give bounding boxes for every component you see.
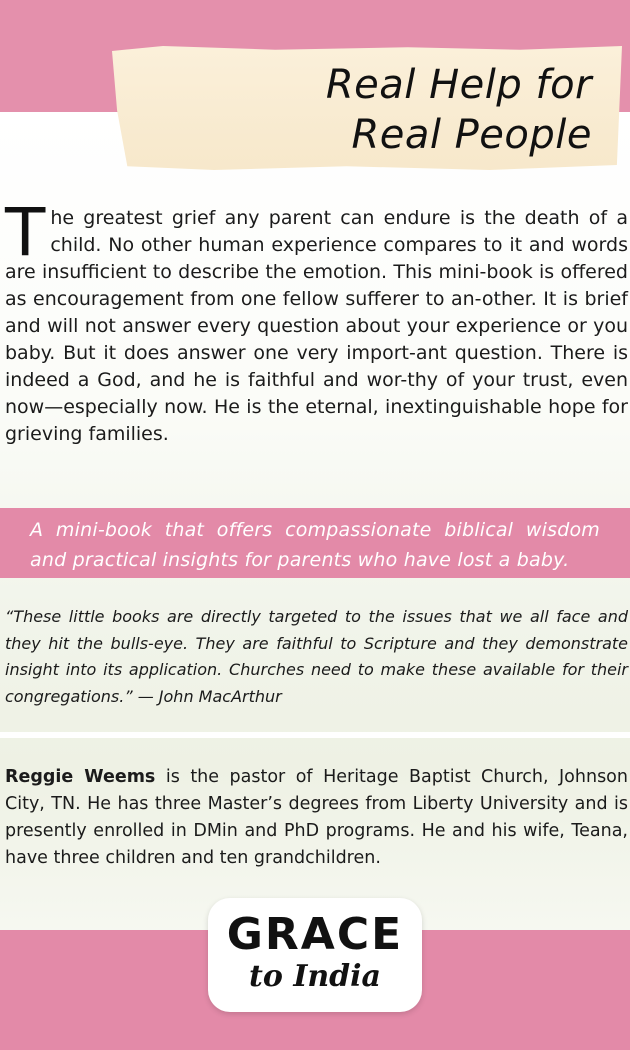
title-line-1: Real Help for [325,62,592,108]
endorsement-quote: “These little books are directly targeted to the issues that we all face and they hit the bulls-eye. They are faithful to Scripture and they demonstrate insight into its application. Churches need to make these available for their congregations.” — John MacArthur [5,607,628,706]
author-name: Reggie Weems [5,767,156,787]
logo-grace-text: GRACE [226,909,404,960]
author-bio-text: is the pastor of Heritage Baptist Church, Johnson City, TN. He has three Master’s degrees from Liberty University and is presently enrolled in DMin and PhD programs. He and his wife, Teana, have three children and ten grandchildren. [5,767,628,868]
page-title [172,60,592,160]
logo-to-india-text: to India [249,959,381,994]
title-line-2: Real People [351,112,592,158]
publisher-logo [208,898,422,1012]
drop-cap: T [5,194,46,271]
tagline-text: A mini-book that offers compassionate biblical wisdom and practical insights for parents who have lost a baby. [30,519,600,571]
section-divider [0,732,630,738]
intro-text: he greatest grief any parent can endure is the death of a child. No other human experience compares to it and words are insufficient to describe the emotion. This mini-book is offered as encouragement from one fellow sufferer to an-other. It is brief and will not answer every question about your experience or you baby. But it does answer one very import-ant question. There is indeed a God, and he is faithful and wor-thy of your trust, even now—especially now. He is the eternal, inextinguishable hope for grieving families. [5,207,628,445]
intro-paragraph [5,194,628,448]
author-bio [5,764,628,872]
